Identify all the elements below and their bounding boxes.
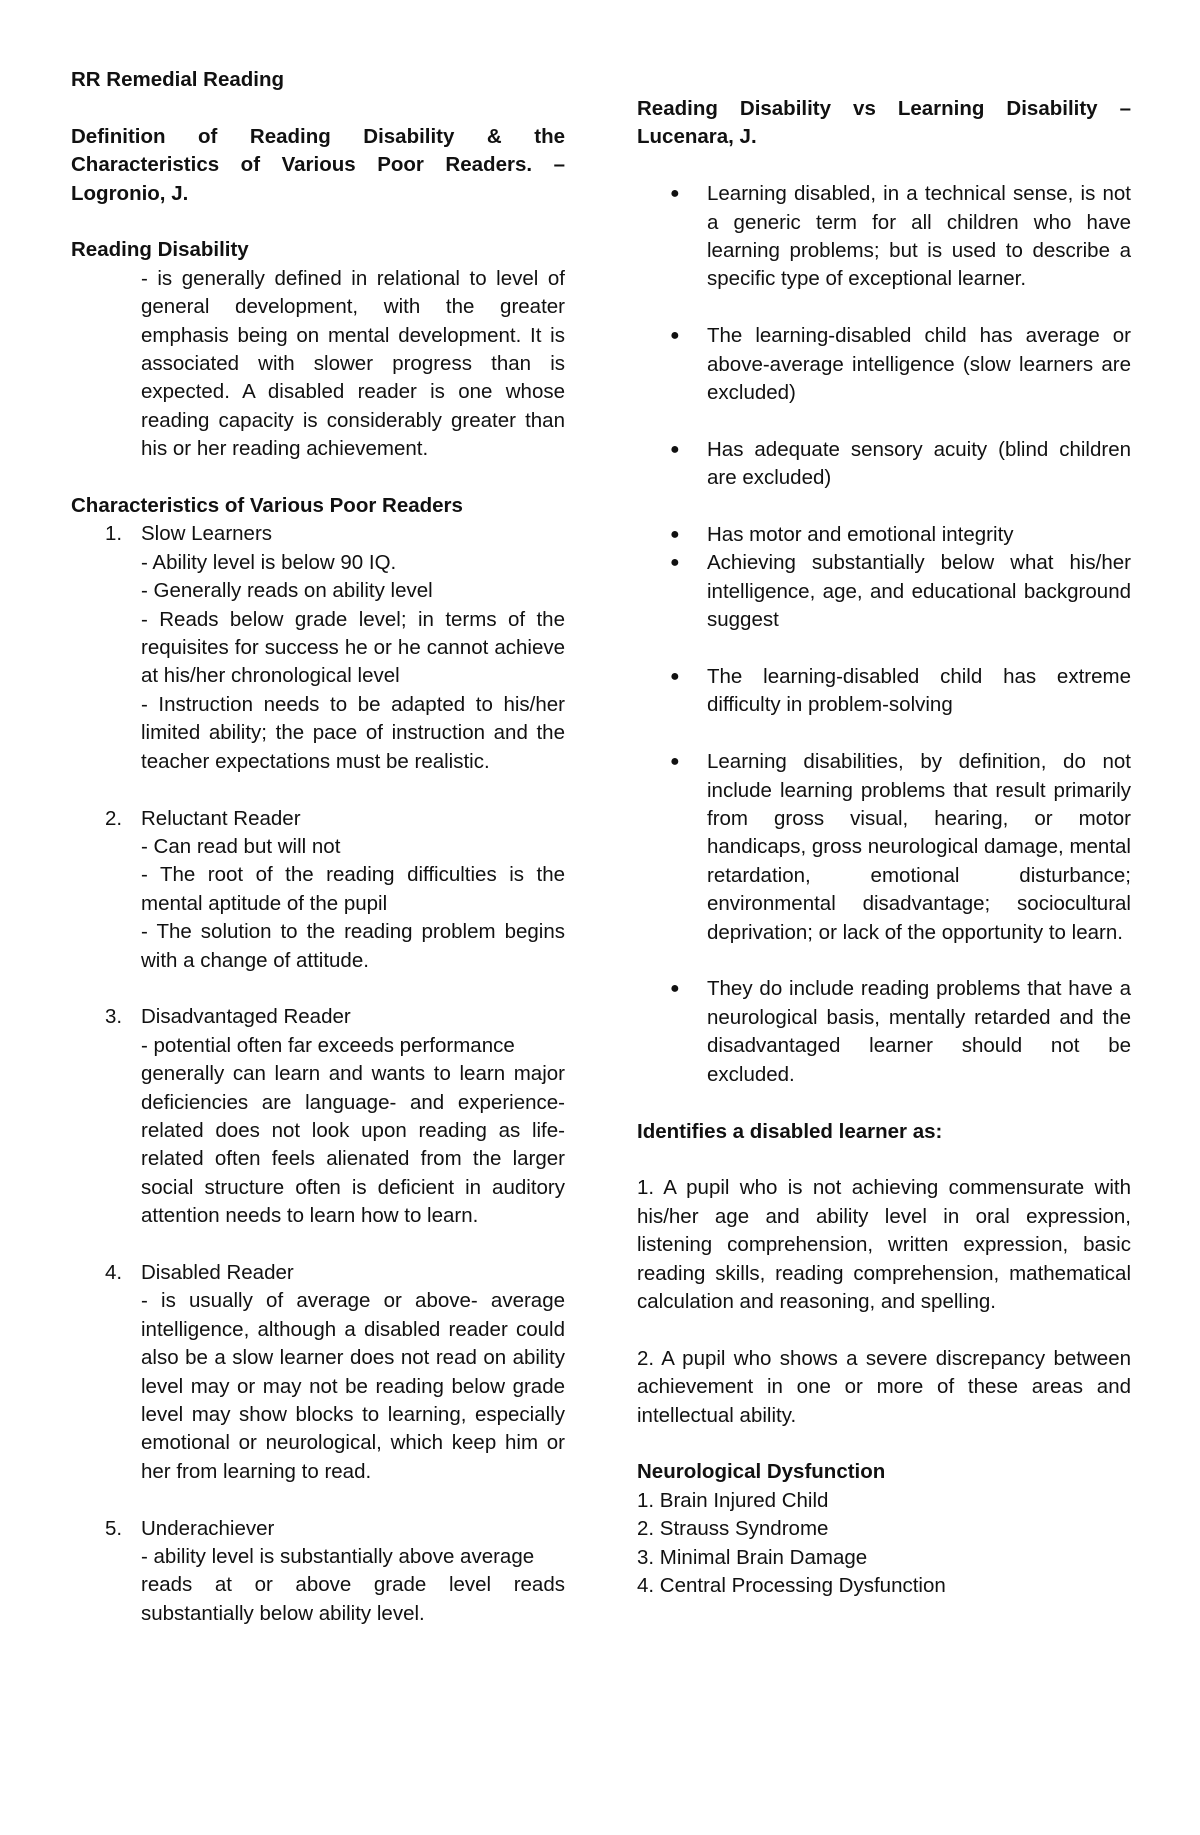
reader-type-item (71, 520, 565, 776)
bullet-icon: ● (670, 980, 680, 998)
main-heading-line3: Logronio, J. (71, 181, 189, 205)
reader-type-title: Disabled Reader (141, 1260, 294, 1284)
bullet-item: ● Learning disabilities, by definition, do not include learning problems that result primarily from gross visual, hearing, or motor handicaps, gross neurological damage, mental retardation, emotional disturbance; environmental disadvantage; sociocultural deprivation; or lack of the opportunity to learn. (670, 750, 1131, 944)
reader-type-detail: - Ability level is below 90 IQ. (141, 550, 397, 574)
reader-type-item (71, 805, 565, 975)
neurological-item: 2. Strauss Syndrome (637, 1517, 829, 1541)
reader-type-detail: generally can learn and wants to learn major deficiencies are language- and experience- related does not look upon reading as life- related often feels alienated from the larger social structure often is deficient in auditory attention needs to learn how to learn. (141, 1062, 565, 1228)
bullet-icon: ● (670, 668, 680, 686)
identifies-heading: Identifies a disabled learner as: (637, 1119, 943, 1143)
reader-type-detail: - Instruction needs to be adapted to his/her limited ability; the pace of instruction and the teacher expectations must be realistic. (141, 692, 565, 773)
comparison-heading-line2: Lucenara, J. (637, 125, 757, 149)
reader-type-detail: - potential often far exceeds performance (141, 1033, 515, 1057)
reader-type-number: 2. (105, 806, 123, 830)
bullet-item: ● Has motor and emotional integrity (637, 521, 1131, 549)
reader-type-item (71, 1003, 565, 1230)
reader-type-item (71, 1259, 565, 1486)
bullet-item: ● Achieving substantially below what his/her intelligence, age, and educational background suggest (670, 551, 1131, 632)
neurological-item: 1. Brain Injured Child (637, 1488, 829, 1512)
reader-type-number: 1. (105, 522, 123, 546)
identifies-item: 2. A pupil who shows a severe discrepancy between achievement in one or more of these areas and intellectual ability. (637, 1346, 1131, 1427)
reading-disability-definition: - is generally defined in relational to level of general development, with the greater emphasis being on mental development. It is associated with slower progress than is expected. A disabled reader is one whose reading capacity is considerably greater than his or her reading achievement. (141, 266, 565, 461)
main-heading-line1: Definition of Reading Disability & the (71, 124, 565, 148)
reader-type-title: Underachiever (141, 1516, 275, 1540)
comparison-heading-line1: Reading Disability vs Learning Disability – (637, 97, 1131, 120)
reader-type-detail: - The solution to the reading problem begins with a change of attitude. (141, 920, 565, 972)
right-column (637, 95, 1131, 1600)
bullet-icon: ● (670, 327, 680, 345)
bullet-icon: ● (670, 526, 680, 544)
bullet-item: ● The learning-disabled child has extreme difficulty in problem-solving (670, 665, 1131, 717)
reader-type-detail: - Reads below grade level; in terms of the requisites for success he or he cannot achieve at his/her chronological level (141, 607, 565, 688)
learning-disability-bullets (637, 180, 1131, 1089)
bullet-icon: ● (670, 185, 680, 203)
identifies-item: 1. A pupil who is not achieving commensurate with his/her age and ability level in oral expression, listening comprehension, written expression, basic reading skills, reading comprehension, mathematical calculation and reasoning, and spelling. (637, 1176, 1131, 1313)
reader-type-title: Disadvantaged Reader (141, 1005, 351, 1029)
reader-type-number: 4. (105, 1260, 123, 1284)
reader-type-number: 5. (105, 1516, 123, 1540)
bullet-item: ● Has adequate sensory acuity (blind children are excluded) (670, 437, 1131, 490)
course-title: RR Remedial Reading (71, 68, 285, 91)
reader-type-detail: - The root of the reading difficulties is the mental aptitude of the pupil (141, 863, 565, 915)
reader-type-item (71, 1515, 565, 1629)
reader-type-detail: - ability level is substantially above average (141, 1545, 535, 1569)
reading-disability-heading: Reading Disability (71, 238, 249, 262)
neurological-heading: Neurological Dysfunction (637, 1460, 886, 1484)
characteristics-heading: Characteristics of Various Poor Readers (71, 494, 463, 518)
bullet-icon: ● (670, 440, 680, 458)
neurological-item: 4. Central Processing Dysfunction (637, 1573, 946, 1597)
reader-type-number: 3. (105, 1005, 123, 1029)
bullet-item: ● The learning-disabled child has average or above-average intelligence (slow learners are excluded) (670, 324, 1131, 405)
bullet-item: ● They do include reading problems that have a neurological basis, mentally retarded and the disadvantaged learner should not be excluded. (670, 977, 1131, 1086)
reader-type-title: Reluctant Reader (141, 806, 301, 830)
reader-type-detail: - Can read but will not (141, 834, 341, 858)
left-column (71, 66, 565, 1628)
reader-type-title: Slow Learners (141, 522, 273, 546)
reader-type-detail: - Generally reads on ability level (141, 579, 433, 603)
bullet-icon: ● (670, 554, 680, 572)
bullet-icon: ● (670, 753, 680, 771)
bullet-item: ● Learning disabled, in a technical sense, is not a generic term for all children who have learning problems; but is used to describe a specific type of exceptional learner. (670, 182, 1131, 291)
neurological-item: 3. Minimal Brain Damage (637, 1545, 868, 1569)
reader-type-detail: reads at or above grade level reads substantially below ability level. (141, 1573, 565, 1625)
main-heading-line2: Characteristics of Various Poor Readers. – (71, 153, 565, 177)
reader-type-detail: - is usually of average or above- average intelligence, although a disabled reader could also be a slow learner does not read on ability level may or may not be reading below grade level may show blocks to learning, especially emotional or neurological, which keep him or her from learning to read. (141, 1289, 565, 1483)
